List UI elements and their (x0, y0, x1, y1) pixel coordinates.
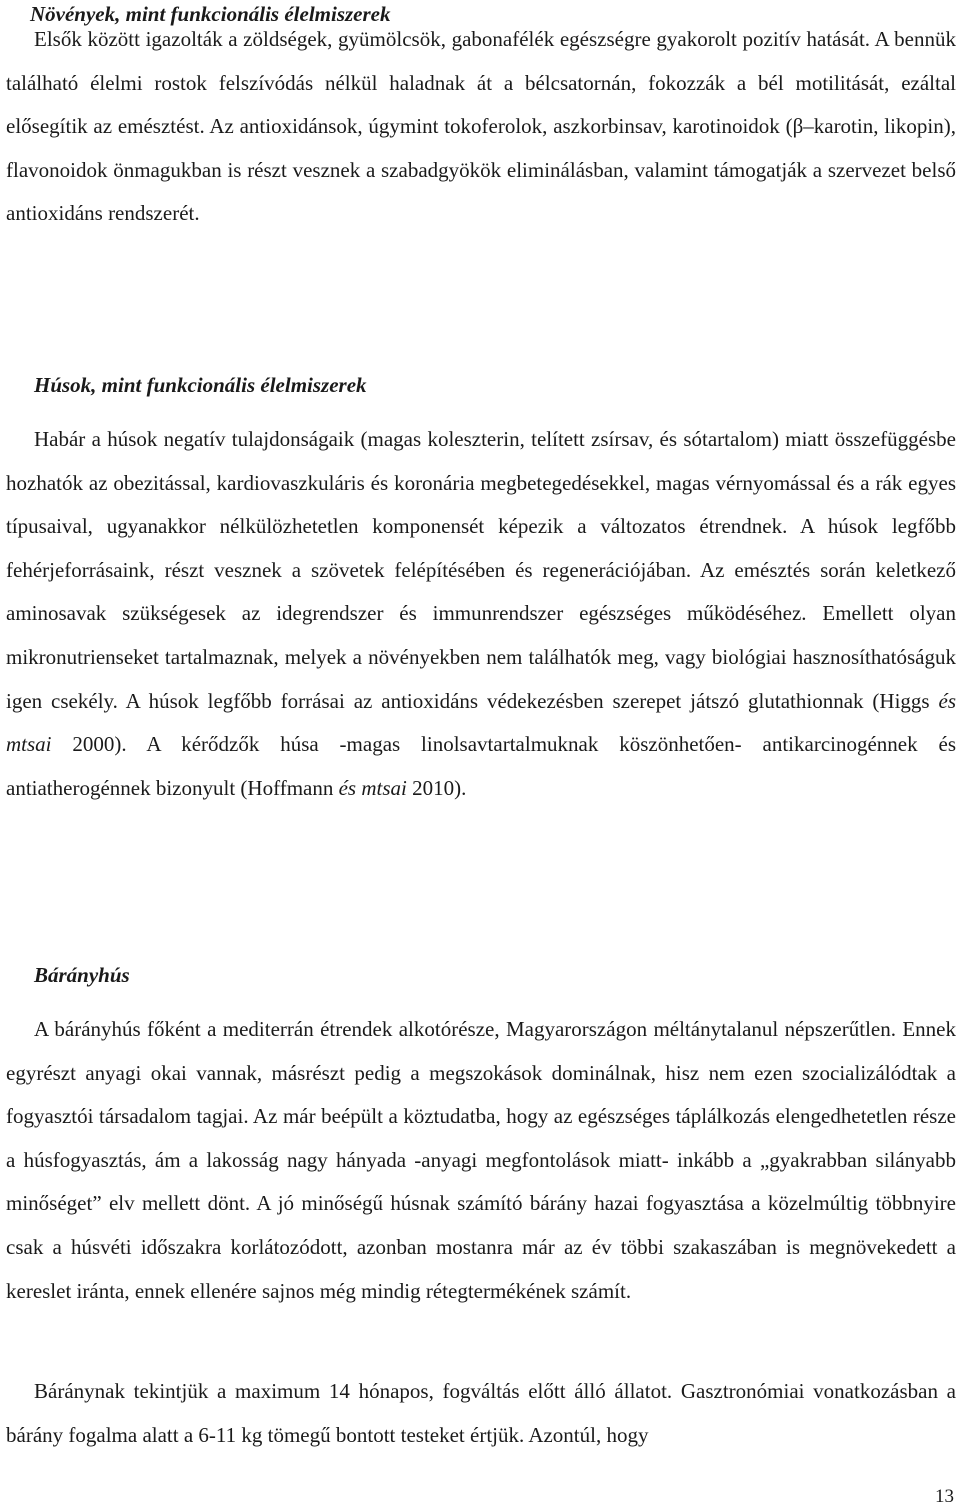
section-heading-lamb: Bárányhús (34, 963, 130, 987)
section-paragraph-lamb: A bárányhús főként a mediterrán étrendek alkotórésze, Magyarországon méltánytalanul népszerűtlen. Ennek egyrészt anyagi okai vannak, másrészt pedig a megszokások dominálnak, hisz nem ezen szocializálódtak a fogyasztói társadalom tagjai. Az már beépült a köztudatba, hogy az egészséges táplálkozás elengedhetetlen része a húsfogyasztás, ám a lakosság nagy hányada -anyagi megfontolások miatt- inkább a „gyakrabban silányabb minőséget” elv mellett dönt. A jó minőségű húsnak számító bárány hazai fogyasztása a közelmúltig többnyire csak a húsvéti időszakra korlátozódott, azonban mostanra már az év többi szakaszában is megnövekedett a kereslet iránta, ennek ellenére sajnos még mindig rétegtermékének számít. (6, 1017, 956, 1303)
citation-italic: és mtsai (6, 688, 956, 757)
section-heading-meats: Húsok, mint funkcionális élelmiszerek (34, 373, 367, 397)
page-number: 13 (935, 1486, 954, 1507)
paragraph-text: Habár a húsok negatív tulajdonságaik (magas koleszterin, telített zsírsav, és sótartalom) miatt összefüggésbe hozhatók az obezitással, kardiovaszkuláris és koronária megbetegedésekkel, magas vérnyomással és a rák egyes típusaival, ugyanakkor nélkülözhetetlen komponensét képezik a változatos étrendnek. A húsok legfőbb fehérjeforrásaink, részt vesznek a szövetek felépítésében és regenerációjában. Az emésztés során keletkező aminosavak szükségesek az idegrendszer és immunrendszer egészséges működéséhez. Emellett olyan mikronutrienseket tartalmaznak, melyek a növényekben nem találhatók meg, vagy biológiai hasznosíthatóságuk igen csekély. A húsok legfőbb forrásai az antioxidáns védekezésben szerepet játszó glutathionnak (Higgs (6, 427, 956, 713)
paragraph-text: 2010). (406, 775, 467, 800)
section-paragraph-lamb-definition: Báránynak tekintjük a maximum 14 hónapos, fogváltás előtt álló állatot. Gasztronómiai vonatkozásban a bárány fogalma alatt a 6-11 kg tömegű bontott testeket értjük. Azontúl, hogy (6, 1379, 956, 1447)
section-heading-plants: Növények, mint funkcionális élelmiszerek (30, 2, 391, 26)
section-paragraph-plants: Elsők között igazolták a zöldségek, gyümölcsök, gabonafélék egészségre gyakorolt pozitív hatását. A bennük található élelmi rostok felszívódás nélkül haladnak át a bélcsatornán, fokozzák a bél motilitását, ezáltal elősegítik az emésztést. Az antioxidánsok, úgymint tokoferolok, aszkorbinsav, karotinoidok (β–karotin, likopin), flavonoidok önmagukban is részt vesznek a szabadgyökök eliminálásban, valamint támogatják a szervezet belső antioxidáns rendszerét. (6, 27, 956, 226)
paragraph-text: 2000). A kérődzők húsa -magas linolsavtartalmuknak köszönhetően- antikarcinogénnek és antiatherogénnek bizonyult (Hoffmann (6, 732, 956, 800)
citation-italic: és mtsai (338, 775, 407, 800)
section-paragraph-meats (6, 418, 956, 810)
